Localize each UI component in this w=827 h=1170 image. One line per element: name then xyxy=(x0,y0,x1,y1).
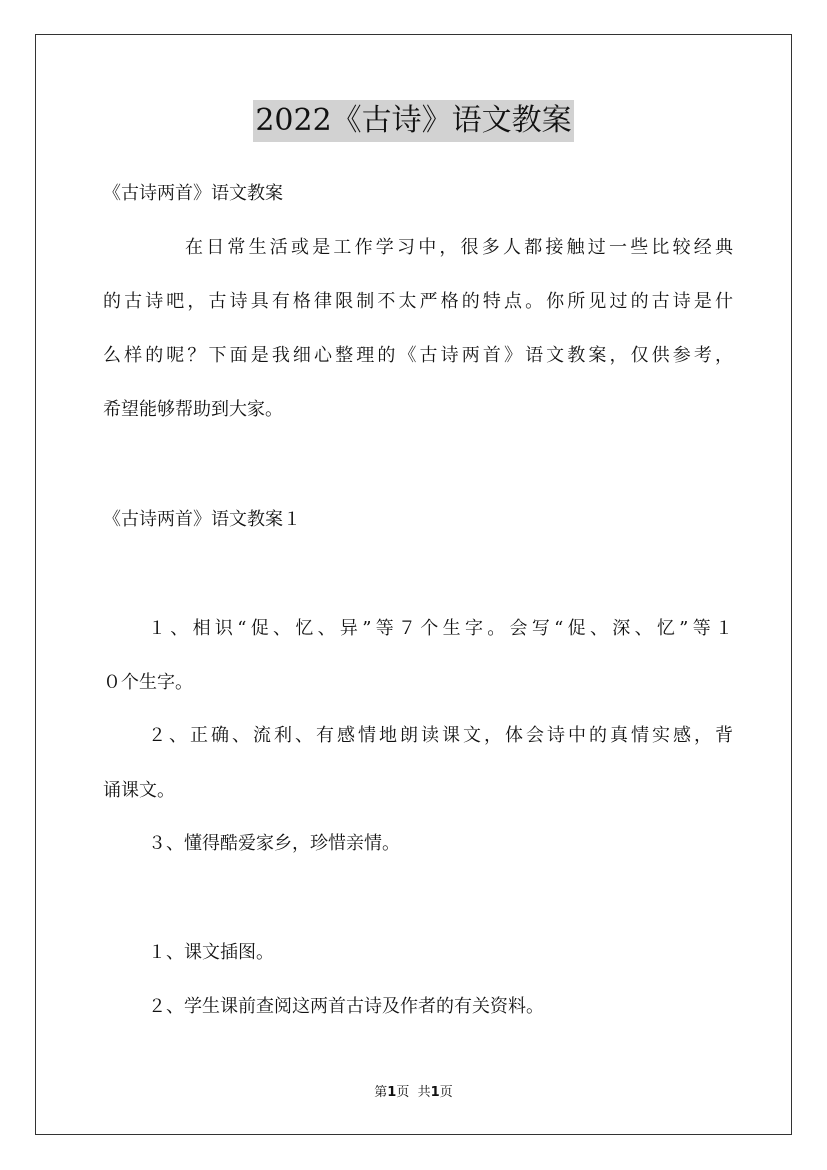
section-heading: 《古诗两首》语文教案１ xyxy=(103,509,301,530)
footer-label-page-suffix: 页 xyxy=(396,1085,410,1100)
document-title: 2022《古诗》语文教案 xyxy=(253,100,573,142)
footer-page-total: 1 xyxy=(430,1085,440,1100)
prep-line-1: １、课文插图。 xyxy=(148,942,274,963)
intro-line-4: 希望能够帮助到大家。 xyxy=(103,399,283,420)
intro-line-3: 么样的呢？下面是我细心整理的《古诗两首》语文教案，仅供参考， xyxy=(103,345,733,366)
goal-line-1: １、相识“促、忆、异”等７个生字。会写“促、深、忆”等１ xyxy=(148,618,733,639)
goal-line-4: 诵课文。 xyxy=(103,780,175,801)
intro-line-2: 的古诗吧，古诗具有格律限制不太严格的特点。你所见过的古诗是什 xyxy=(103,291,733,312)
subtitle: 《古诗两首》语文教案 xyxy=(103,183,283,204)
goal-line-3: ２、正确、流利、有感情地朗读课文，体会诗中的真情实感，背 xyxy=(148,725,733,746)
goal-line-5: ３、懂得酷爱家乡，珍惜亲情。 xyxy=(148,833,400,854)
goal-line-2: ０个生字。 xyxy=(103,672,193,693)
intro-line-1: 在日常生活或是工作学习中，很多人都接触过一些比较经典 xyxy=(185,237,733,258)
footer-label-total-suffix: 页 xyxy=(439,1085,453,1100)
page-footer xyxy=(0,1084,827,1102)
title-container xyxy=(0,100,827,142)
footer-label-page: 第 xyxy=(374,1085,388,1100)
footer-label-total: 共 xyxy=(417,1085,431,1100)
prep-line-2: ２、学生课前查阅这两首古诗及作者的有关资料。 xyxy=(148,996,544,1017)
footer-page-current: 1 xyxy=(387,1085,397,1100)
